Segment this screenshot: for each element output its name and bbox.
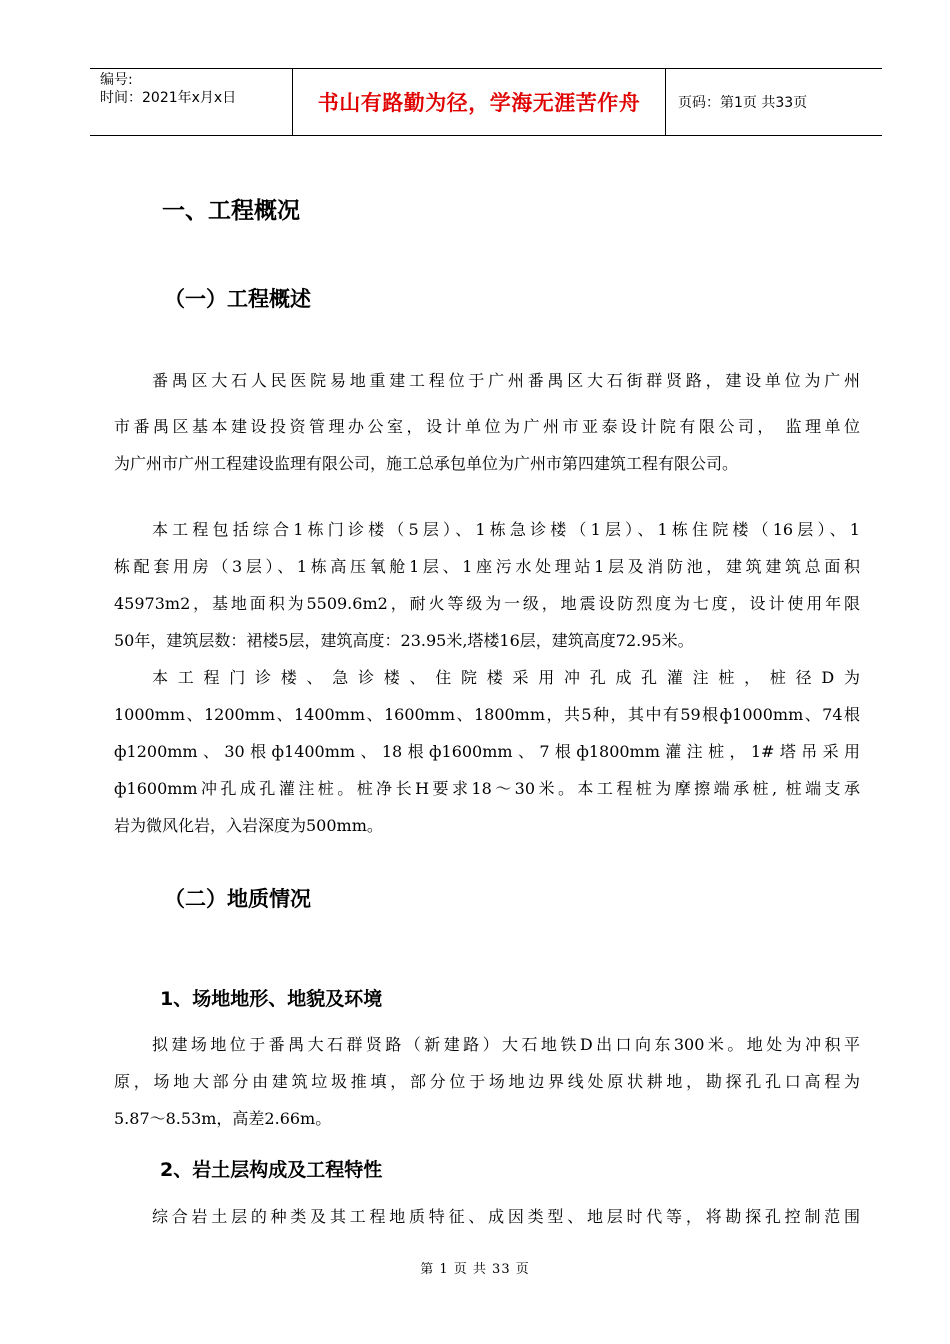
text-line: ф1200mm、30根ф1400mm、18根ф1600mm、7根ф1800mm灌注桩，1#塔吊采用 xyxy=(114,742,860,761)
section1-title: 一、工程概况 xyxy=(162,198,300,224)
section1-2-title: （二）地质情况 xyxy=(164,887,311,911)
text-line: 番禺区大石人民医院易地重建工程位于广州番禺区大石街群贤路，建设单位为广州 xyxy=(152,371,860,390)
text-line: 45973m2，基地面积为5509.6m2，耐火等级为一级，地震设防烈度为七度，设计使用年限 xyxy=(114,594,860,613)
header-meta-cell xyxy=(90,69,293,135)
doc-number-label: 编号: xyxy=(100,72,133,88)
subsection2-title: 2、岩土层构成及工程特性 xyxy=(160,1159,383,1181)
text-line: 50年，建筑层数：裙楼5层，建筑高度：23.95米,塔楼16层，建筑高度72.95米。 xyxy=(114,631,694,650)
header-motto: 书山有路勤为径，学海无涯苦作舟 xyxy=(293,69,666,135)
section1-1-title: （一）工程概述 xyxy=(164,287,311,311)
text-line: 本工程门诊楼、急诊楼、住院楼采用冲孔成孔灌注桩，桩径D为 xyxy=(152,668,860,687)
text-line: 本工程包括综合1栋门诊楼（5层）、1栋急诊楼（1层）、1栋住院楼（16层）、1 xyxy=(152,520,860,539)
paragraph-site xyxy=(114,1026,860,1137)
page-header xyxy=(90,68,882,136)
text-line: 1000mm、1200mm、1400mm、1600mm、1800mm，共5种，其中有59根ф1000mm、74根 xyxy=(114,705,860,724)
doc-time-label: 时间：2021年x月x日 xyxy=(100,90,237,106)
text-line: ф1600mm冲孔成孔灌注桩。桩净长H要求18～30米。本工程桩为摩擦端承桩, 桩端支承 xyxy=(114,779,860,798)
header-page-label: 页码：第1页 共33页 xyxy=(678,95,808,111)
paragraph-piles xyxy=(114,659,860,844)
text-line: 原，场地大部分由建筑垃圾推填，部分位于场地边界线处原状耕地，勘探孔孔口高程为 xyxy=(114,1072,860,1091)
paragraph-overview xyxy=(114,362,860,482)
text-line: 综合岩土层的种类及其工程地质特征、成因类型、地层时代等，将勘探孔控制范围 xyxy=(152,1207,860,1226)
text-line: 拟建场地位于番禺大石群贤路（新建路）大石地铁D出口向东300米。地处为冲积平 xyxy=(152,1035,860,1054)
text-line: 市番禺区基本建设投资管理办公室，设计单位为广州市亚泰设计院有限公司， 监理单位 xyxy=(114,417,860,436)
text-line: 5.87～8.53m，高差2.66m。 xyxy=(114,1109,332,1128)
paragraph-buildings xyxy=(114,511,860,659)
text-line: 栋配套用房（3层）、1栋高压氧舱1层、1座污水处理站1层及消防池，建筑建筑总面积 xyxy=(114,557,860,576)
text-line: 岩为微风化岩，入岩深度为500mm。 xyxy=(114,816,383,835)
paragraph-strata xyxy=(114,1198,860,1235)
page-footer: 第 1 页 共 33 页 xyxy=(420,1262,530,1277)
text-line: 为广州市广州工程建设监理有限公司，施工总承包单位为广州市第四建筑工程有限公司。 xyxy=(114,454,739,473)
subsection1-title: 1、场地地形、地貌及环境 xyxy=(160,988,383,1010)
